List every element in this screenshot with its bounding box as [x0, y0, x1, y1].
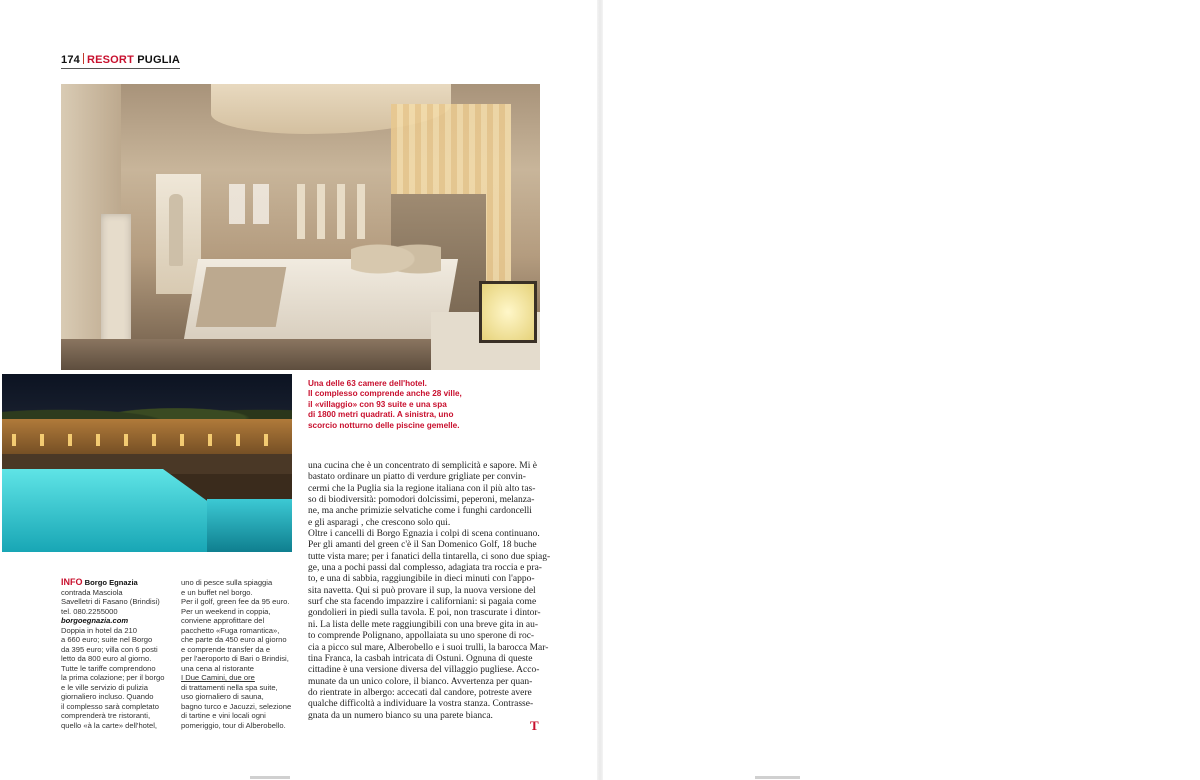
body-line: cia a picco sul mare, Alberobello e i suoi trulli, la barocca Mar- [308, 642, 549, 653]
info-line: che parte da 450 euro al giorno [181, 635, 287, 644]
body-line: cittadine è una versione diversa del villaggio pugliese. Acco- [308, 665, 540, 676]
info-line: per l'aeroporto di Bari o Brindisi, [181, 654, 289, 663]
photo-lamp [479, 281, 537, 343]
info-line: giornaliero incluso. Quando [61, 692, 154, 701]
info-line: letto da 800 euro al giorno. [61, 654, 152, 663]
info-line: uno di pesce sulla spiaggia [181, 578, 273, 587]
body-line: do rientrate in albergo: accecati dal candore, potreste avere [308, 687, 532, 698]
section-topic: PUGLIA [137, 54, 181, 66]
info-restaurant-name: I Due Camini, due ore [181, 673, 255, 682]
info-line: pomeriggio, tour di Alberobello. [181, 720, 286, 730]
info-line: a 660 euro; suite nel Borgo [61, 635, 153, 644]
info-label: INFO [61, 577, 83, 587]
info-line: Savelletri di Fasano (Brindisi) [61, 597, 160, 606]
header-separator [83, 53, 84, 64]
info-website-link[interactable]: borgoegnazia.com [61, 616, 129, 625]
section-name: RESORT [86, 54, 134, 66]
page-number: 174 [61, 54, 80, 66]
info-line: bagno turco e Jacuzzi, selezione [181, 701, 292, 711]
article-end-mark: T [530, 718, 539, 733]
info-hotel-name: Borgo Egnazia [84, 578, 138, 587]
photo-person [169, 194, 183, 266]
body-line: gnata da un numero bianco su una parete bianca. [308, 710, 493, 721]
body-line: so di biodiversità: pomodori dolcissimi, peperoni, melanza- [308, 495, 535, 506]
body-line: tina Franca, la casbah intricata di Ostuni. Ognuna di queste [308, 653, 533, 664]
body-line: e gli asparagi , che crescono solo qui. [308, 517, 451, 528]
info-line: contrada Masciola [61, 587, 123, 597]
photo-candles [297, 184, 367, 239]
photo-pillows [351, 234, 441, 284]
photo-throw [196, 267, 287, 327]
photo-frames [229, 184, 269, 224]
info-line: uso giornaliero di sauna, [181, 692, 264, 701]
info-line: la prima colazione; per il borgo [61, 673, 165, 682]
body-line: tutte vista mare; per i fanatici della tintarella, ci sono due spiag- [308, 551, 551, 562]
info-line: di tartine e vini locali ogni [181, 711, 266, 720]
body-line: cermi che la Puglia sia la regione italiana con il più alto tas- [308, 483, 536, 494]
info-box-column-2 [181, 578, 292, 730]
caption-line: il «villaggio» con 93 suite e una spa [308, 399, 447, 409]
info-line: quello «à la carte» dell'hotel, [61, 720, 158, 730]
info-line: Per un weekend in coppia, [181, 606, 271, 616]
body-line: munate da un unico colore, il bianco. Avvertenza per quan- [308, 676, 533, 687]
info-line: e un buffet nel borgo. [181, 587, 253, 597]
body-line: una cucina che è un concentrato di semplicità e sapore. Mi è [308, 461, 537, 471]
photo-caption [308, 379, 528, 431]
photo-wardrobe [101, 214, 131, 354]
info-line: e le ville servizio di pulizia [61, 682, 148, 692]
body-line: ni. La lista delle mete raggiungibili con una breve gita in au- [308, 619, 539, 630]
info-line: Doppia in hotel da 210 [61, 625, 137, 635]
body-line: to comprende Polignano, appollaiata su uno sperone di roc- [308, 631, 535, 642]
photo-lights [12, 434, 282, 446]
info-line: di trattamenti nella spa suite, [181, 682, 278, 692]
caption-line: Una delle 63 camere dell'hotel. [308, 379, 427, 388]
body-line: qualche difficoltà a individuare la vostra stanza. Contrasse- [308, 699, 534, 710]
bedroom-photo [61, 84, 540, 370]
info-line: Tutte le tariffe comprendono [61, 663, 156, 673]
info-box-column-1 [61, 578, 179, 730]
body-line: ge, una a pochi passi dal complesso, adagiata tra roccia e pra- [308, 563, 542, 574]
article-body [308, 461, 551, 722]
body-line: surf che sta facendo impazzire i californiani: si pagaia come [308, 597, 537, 608]
page-footer-mark [755, 776, 800, 779]
body-line: ne, ma anche primizie selvatiche come i funghi cardoncelli [308, 506, 532, 517]
caption-line: di 1800 metri quadrati. A sinistra, uno [308, 410, 454, 420]
body-line: Per gli amanti del green c'è il San Domenico Golf, 18 buche [308, 540, 537, 551]
photo-pool-water-2 [207, 499, 292, 552]
pool-photo [2, 374, 292, 552]
info-phone: tel. 080.2255000 [61, 606, 118, 616]
info-line: Per il golf, green fee da 95 euro. [181, 597, 290, 606]
caption-line: Il complesso comprende anche 28 ville, [308, 389, 462, 399]
info-line: e comprende transfer da e [181, 644, 271, 654]
body-line: to, e una di sabbia, raggiungibile in dieci minuti con l'appo- [308, 574, 535, 585]
info-line: pacchetto «Fuga romantica», [181, 625, 280, 635]
info-line: da 395 euro; villa con 6 posti [61, 644, 158, 654]
page-header [61, 53, 180, 69]
caption-line: scorcio notturno delle piscine gemelle. [308, 420, 460, 430]
info-line: conviene approfittare del [181, 616, 265, 625]
info-line: comprenderà tre ristoranti, [61, 711, 151, 720]
photo-pool-water [2, 469, 232, 552]
body-line: sita navetta. Qui si può provare il sup, la nuova versione del [308, 585, 536, 596]
info-line: il complesso sarà completato [61, 701, 159, 711]
body-line: bastato ordinare un piatto di verdure grigliate per convin- [308, 472, 526, 483]
body-line: gondolieri in piedi sulla tavola. E poi, non trascurate i dintor- [308, 608, 541, 619]
info-line: una cena al ristorante [181, 663, 255, 673]
page-footer-mark [250, 776, 290, 779]
page-gutter [597, 0, 603, 780]
body-line: Oltre i cancelli di Borgo Egnazia i colpi di scena continuano. [308, 529, 540, 540]
